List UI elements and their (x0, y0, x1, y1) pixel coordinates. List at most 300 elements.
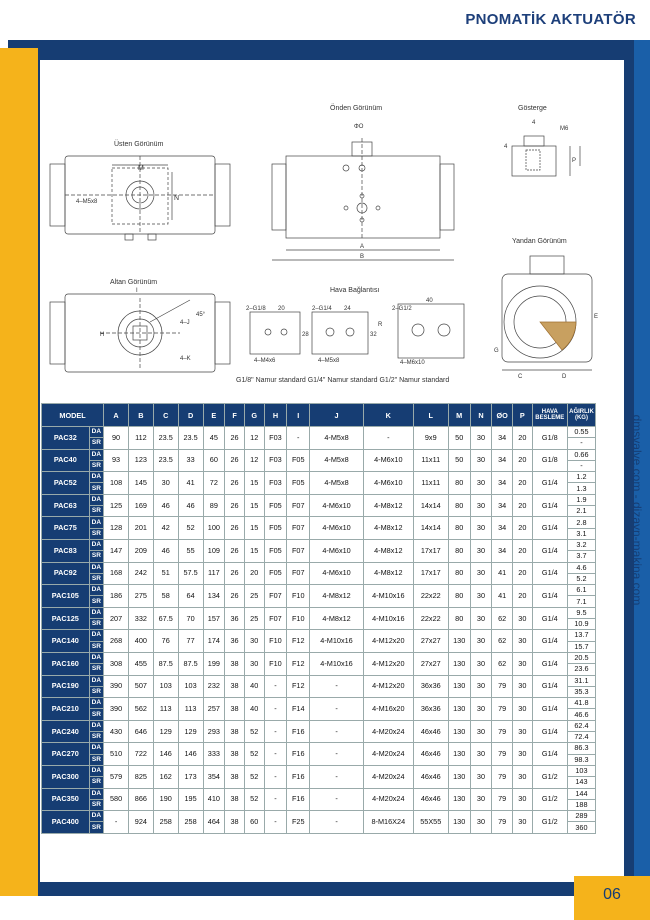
value-cell: 89 (203, 494, 225, 517)
value-cell: 62 (492, 607, 513, 630)
value-cell: 209 (128, 539, 153, 562)
value-cell: G1/8 (532, 427, 567, 450)
dim-i: I (136, 288, 138, 294)
value-cell: 38 (225, 765, 245, 788)
value-cell: 80 (448, 517, 470, 540)
value-cell: F12 (287, 630, 310, 653)
column-header: E (203, 404, 225, 427)
dim-4m5x8: 4–M5x8 (76, 199, 98, 205)
value-cell: 162 (153, 765, 178, 788)
value-cell: 87.5 (153, 652, 178, 675)
value-cell: 46x46 (413, 720, 448, 743)
weight-sr-cell: 7.1 (567, 596, 595, 607)
type-sr-cell: SR (89, 822, 104, 833)
table-row (42, 539, 596, 550)
weight-sr-cell: 3.1 (567, 528, 595, 539)
value-cell: 67.5 (153, 607, 178, 630)
value-cell: 199 (203, 652, 225, 675)
dim-4b: 4 (504, 144, 508, 150)
value-cell: 113 (153, 698, 178, 721)
value-cell: 38 (225, 698, 245, 721)
value-cell: G1/4 (532, 585, 567, 608)
value-cell: 130 (448, 720, 470, 743)
value-cell: G1/4 (532, 743, 567, 766)
weight-da-cell: 62.4 (567, 720, 595, 731)
value-cell: 207 (104, 607, 129, 630)
value-cell: - (264, 720, 287, 743)
air-connection-drawing (250, 304, 464, 358)
value-cell: - (310, 698, 364, 721)
value-cell: 130 (448, 788, 470, 811)
value-cell: 30 (470, 652, 492, 675)
value-cell: - (264, 698, 287, 721)
value-cell: 38 (225, 788, 245, 811)
dim-e: E (594, 314, 599, 320)
value-cell: G1/4 (532, 675, 567, 698)
value-cell: G1/4 (532, 652, 567, 675)
value-cell: 4-M5x8 (310, 449, 364, 472)
value-cell: 4-M8x12 (310, 607, 364, 630)
weight-da-cell: 289 (567, 811, 595, 822)
side-view-drawing (502, 256, 592, 370)
value-cell: F03 (264, 449, 287, 472)
value-cell: 130 (448, 630, 470, 653)
value-cell: 38 (225, 811, 245, 834)
column-header: G (244, 404, 264, 427)
value-cell: - (363, 427, 413, 450)
value-cell: 26 (225, 494, 245, 517)
type-da-cell: DA (89, 675, 104, 686)
weight-sr-cell: 3.7 (567, 551, 595, 562)
dim-4m4x6: 4–M4x6 (254, 358, 276, 364)
value-cell: 26 (225, 539, 245, 562)
dim-2g12: 2–G1/2 (392, 306, 412, 312)
value-cell: - (264, 675, 287, 698)
type-da-cell: DA (89, 630, 104, 641)
value-cell: 146 (153, 743, 178, 766)
value-cell: 130 (448, 743, 470, 766)
value-cell: F07 (287, 517, 310, 540)
weight-sr-cell: - (567, 438, 595, 449)
weight-da-cell: 41.8 (567, 698, 595, 709)
value-cell: 30 (513, 788, 533, 811)
value-cell: 129 (178, 720, 203, 743)
value-cell: 130 (448, 698, 470, 721)
model-cell: PAC190 (42, 675, 90, 698)
value-cell: F05 (287, 449, 310, 472)
value-cell: 90 (104, 427, 129, 450)
value-cell: 58 (153, 585, 178, 608)
side-url-text: dmsvalve.com - dizayn-makina.com (630, 414, 644, 606)
value-cell: 4-M8x12 (363, 539, 413, 562)
value-cell: 80 (448, 539, 470, 562)
model-cell: PAC83 (42, 539, 90, 562)
value-cell: 4-M8x12 (363, 494, 413, 517)
value-cell: 30 (513, 765, 533, 788)
dim-4: 4 (532, 120, 536, 126)
value-cell: 52 (244, 765, 264, 788)
value-cell: G1/4 (532, 562, 567, 585)
value-cell: 4-M10x16 (310, 652, 364, 675)
dim-40: 40 (426, 298, 433, 304)
dim-m6: M6 (560, 126, 569, 132)
value-cell: 42 (153, 517, 178, 540)
value-cell: 30 (470, 449, 492, 472)
value-cell: 4-M6x10 (310, 517, 364, 540)
weight-da-cell: 13.7 (567, 630, 595, 641)
value-cell: 354 (203, 765, 225, 788)
value-cell: 80 (448, 585, 470, 608)
value-cell: 258 (153, 811, 178, 834)
value-cell: F05 (264, 517, 287, 540)
weight-sr-cell: 10.9 (567, 619, 595, 630)
value-cell: 130 (448, 675, 470, 698)
value-cell: 201 (128, 517, 153, 540)
model-cell: PAC400 (42, 811, 90, 834)
type-da-cell: DA (89, 517, 104, 528)
value-cell: 46x46 (413, 788, 448, 811)
label-front-view: Önden Görünüm (330, 105, 383, 112)
model-cell: PAC75 (42, 517, 90, 540)
value-cell: F10 (264, 652, 287, 675)
value-cell: F12 (287, 675, 310, 698)
value-cell: 38 (225, 675, 245, 698)
type-sr-cell: SR (89, 460, 104, 471)
value-cell: 579 (104, 765, 129, 788)
type-sr-cell: SR (89, 619, 104, 630)
value-cell: 40 (244, 675, 264, 698)
value-cell: 60 (203, 449, 225, 472)
value-cell: 79 (492, 788, 513, 811)
value-cell: 57.5 (178, 562, 203, 585)
value-cell: 145 (128, 472, 153, 495)
weight-sr-cell: 360 (567, 822, 595, 833)
model-cell: PAC63 (42, 494, 90, 517)
value-cell: 410 (203, 788, 225, 811)
page-number: 06 (603, 886, 621, 903)
weight-sr-cell: 98.3 (567, 754, 595, 765)
value-cell: 4-M6x10 (363, 472, 413, 495)
value-cell: 30 (470, 472, 492, 495)
type-sr-cell: SR (89, 483, 104, 494)
dim-2g14: 2–G1/4 (312, 306, 332, 312)
weight-sr-cell: 5.2 (567, 573, 595, 584)
type-sr-cell: SR (89, 732, 104, 743)
value-cell: 4-M8x12 (363, 562, 413, 585)
value-cell: 80 (448, 472, 470, 495)
weight-sr-cell: 1.3 (567, 483, 595, 494)
model-cell: PAC350 (42, 788, 90, 811)
label-bottom-view: Altan Görünüm (110, 279, 158, 286)
value-cell: 11x11 (413, 472, 448, 495)
value-cell: - (264, 765, 287, 788)
column-header: C (153, 404, 178, 427)
value-cell: 41 (492, 562, 513, 585)
value-cell: 52 (244, 743, 264, 766)
value-cell: 36 (225, 607, 245, 630)
type-da-cell: DA (89, 562, 104, 573)
dim-c: C (518, 374, 523, 380)
value-cell: 72 (203, 472, 225, 495)
value-cell: 41 (178, 472, 203, 495)
value-cell: 195 (178, 788, 203, 811)
value-cell: 333 (203, 743, 225, 766)
value-cell: 30 (153, 472, 178, 495)
table-row (42, 698, 596, 709)
weight-da-cell: 0.55 (567, 427, 595, 438)
column-header: I (287, 404, 310, 427)
value-cell: 76 (153, 630, 178, 653)
column-header: L (413, 404, 448, 427)
weight-sr-cell: 72.4 (567, 732, 595, 743)
value-cell: 26 (225, 562, 245, 585)
value-cell: 80 (448, 562, 470, 585)
type-sr-cell: SR (89, 799, 104, 810)
value-cell: 30 (470, 743, 492, 766)
value-cell: 45 (203, 427, 225, 450)
table-row (42, 585, 596, 596)
value-cell: 34 (492, 517, 513, 540)
value-cell: 26 (225, 449, 245, 472)
value-cell: 4-M20x24 (363, 788, 413, 811)
model-cell: PAC300 (42, 765, 90, 788)
value-cell: 79 (492, 765, 513, 788)
value-cell: G1/4 (532, 539, 567, 562)
value-cell: 109 (203, 539, 225, 562)
label-indicator: Gösterge (518, 105, 547, 112)
value-cell: 52 (244, 720, 264, 743)
value-cell: 400 (128, 630, 153, 653)
model-cell: PAC32 (42, 427, 90, 450)
value-cell: 186 (104, 585, 129, 608)
value-cell: - (287, 427, 310, 450)
weight-da-cell: 1.2 (567, 472, 595, 483)
value-cell: 34 (492, 494, 513, 517)
weight-sr-cell: 46.6 (567, 709, 595, 720)
value-cell: G1/4 (532, 494, 567, 517)
value-cell: 22x22 (413, 607, 448, 630)
value-cell: 17x17 (413, 539, 448, 562)
type-da-cell: DA (89, 449, 104, 460)
value-cell: 23.5 (178, 427, 203, 450)
value-cell: 4-M20x24 (363, 743, 413, 766)
weight-da-cell: 2.8 (567, 517, 595, 528)
value-cell: F25 (287, 811, 310, 834)
value-cell: F16 (287, 765, 310, 788)
value-cell: 4-M5x8 (310, 472, 364, 495)
value-cell: F10 (287, 585, 310, 608)
dim-2g18: 2–G1/8 (246, 306, 266, 312)
value-cell: 232 (203, 675, 225, 698)
value-cell: 30 (470, 562, 492, 585)
type-da-cell: DA (89, 788, 104, 799)
value-cell: 46 (178, 494, 203, 517)
value-cell: 4-M6x10 (310, 562, 364, 585)
value-cell: 4-M12x20 (363, 630, 413, 653)
page-title: PNOMATİK AKTUATÖR (465, 11, 636, 28)
value-cell: - (264, 811, 287, 834)
table-row (42, 743, 596, 754)
type-da-cell: DA (89, 494, 104, 505)
value-cell: 12 (244, 449, 264, 472)
value-cell: 866 (128, 788, 153, 811)
weight-da-cell: 1.9 (567, 494, 595, 505)
type-da-cell: DA (89, 698, 104, 709)
column-header: M (448, 404, 470, 427)
dim-4k: 4–K (180, 356, 191, 362)
column-header: H (264, 404, 287, 427)
value-cell: 390 (104, 698, 129, 721)
value-cell: F10 (287, 607, 310, 630)
value-cell: 30 (470, 539, 492, 562)
value-cell: F16 (287, 743, 310, 766)
type-da-cell: DA (89, 607, 104, 618)
value-cell: 562 (128, 698, 153, 721)
column-header: B (128, 404, 153, 427)
column-header: J (310, 404, 364, 427)
value-cell: 80 (448, 607, 470, 630)
table-row (42, 607, 596, 618)
value-cell: 30 (470, 720, 492, 743)
value-cell: 93 (104, 449, 129, 472)
dim-m: M (138, 165, 144, 172)
model-cell: PAC40 (42, 449, 90, 472)
value-cell: 173 (178, 765, 203, 788)
dim-a: A (360, 244, 365, 250)
column-header: K (363, 404, 413, 427)
value-cell: 38 (225, 743, 245, 766)
value-cell: F05 (264, 539, 287, 562)
dim-4m6x10: 4–M6x10 (400, 360, 425, 366)
value-cell: 332 (128, 607, 153, 630)
value-cell: - (264, 743, 287, 766)
value-cell: 25 (244, 585, 264, 608)
dim-28: 28 (302, 332, 309, 338)
value-cell: 4-M16x20 (363, 698, 413, 721)
dim-h: H (100, 332, 105, 338)
technical-drawings (40, 60, 624, 400)
value-cell: 38 (225, 652, 245, 675)
value-cell: 113 (178, 698, 203, 721)
value-cell: 30 (513, 743, 533, 766)
label-air-connection: Hava Bağlantısı (330, 287, 380, 294)
value-cell: G1/2 (532, 788, 567, 811)
value-cell: 77 (178, 630, 203, 653)
value-cell: 464 (203, 811, 225, 834)
type-da-cell: DA (89, 743, 104, 754)
type-da-cell: DA (89, 811, 104, 822)
column-header: MODEL (42, 404, 104, 427)
value-cell: 112 (128, 427, 153, 450)
value-cell: 30 (470, 427, 492, 450)
value-cell: 15 (244, 494, 264, 517)
model-cell: PAC105 (42, 585, 90, 608)
value-cell: 580 (104, 788, 129, 811)
value-cell: 9x9 (413, 427, 448, 450)
specs-table (41, 403, 596, 834)
value-cell: F10 (264, 630, 287, 653)
value-cell: 51 (153, 562, 178, 585)
value-cell: 8-M16X24 (363, 811, 413, 834)
value-cell: - (104, 811, 129, 834)
label-side-view: Yandan Görünüm (512, 238, 567, 245)
value-cell: 258 (178, 811, 203, 834)
model-cell: PAC210 (42, 698, 90, 721)
value-cell: 20 (513, 449, 533, 472)
value-cell: 20 (513, 539, 533, 562)
value-cell: 4-M20x24 (363, 720, 413, 743)
value-cell: 30 (513, 652, 533, 675)
value-cell: 34 (492, 539, 513, 562)
value-cell: - (310, 743, 364, 766)
value-cell: - (310, 675, 364, 698)
value-cell: 52 (178, 517, 203, 540)
value-cell: F12 (287, 652, 310, 675)
table-row (42, 720, 596, 731)
value-cell: 27x27 (413, 630, 448, 653)
value-cell: 64 (178, 585, 203, 608)
value-cell: 242 (128, 562, 153, 585)
model-cell: PAC240 (42, 720, 90, 743)
value-cell: 20 (513, 517, 533, 540)
dim-phio: ΦO (354, 124, 364, 130)
value-cell: 79 (492, 698, 513, 721)
type-da-cell: DA (89, 427, 104, 438)
weight-da-cell: 9.5 (567, 607, 595, 618)
value-cell: 20 (513, 562, 533, 585)
value-cell: 20 (513, 427, 533, 450)
value-cell: G1/4 (532, 630, 567, 653)
value-cell: 80 (448, 494, 470, 517)
value-cell: 79 (492, 675, 513, 698)
value-cell: 34 (492, 427, 513, 450)
value-cell: 46 (153, 494, 178, 517)
value-cell: 174 (203, 630, 225, 653)
type-sr-cell: SR (89, 573, 104, 584)
value-cell: 36 (225, 630, 245, 653)
weight-sr-cell: - (567, 460, 595, 471)
value-cell: 168 (104, 562, 129, 585)
value-cell: 52 (244, 788, 264, 811)
value-cell: 4-M6x10 (310, 539, 364, 562)
value-cell: 79 (492, 743, 513, 766)
value-cell: 55X55 (413, 811, 448, 834)
dim-4m5x8b: 4–M5x8 (318, 358, 340, 364)
value-cell: 130 (448, 652, 470, 675)
type-da-cell: DA (89, 539, 104, 550)
value-cell: 157 (203, 607, 225, 630)
value-cell: 15 (244, 472, 264, 495)
model-cell: PAC160 (42, 652, 90, 675)
value-cell: 430 (104, 720, 129, 743)
model-cell: PAC52 (42, 472, 90, 495)
value-cell: 12 (244, 427, 264, 450)
value-cell: 4-M10x16 (310, 630, 364, 653)
value-cell: G1/4 (532, 472, 567, 495)
weight-da-cell: 0.66 (567, 449, 595, 460)
value-cell: 30 (513, 675, 533, 698)
type-sr-cell: SR (89, 754, 104, 765)
dim-d: D (562, 374, 567, 380)
value-cell: 26 (225, 517, 245, 540)
bottom-view-drawing (50, 294, 230, 372)
value-cell: F07 (264, 607, 287, 630)
dim-g: G (494, 348, 499, 354)
value-cell: 46 (153, 539, 178, 562)
value-cell: 30 (470, 675, 492, 698)
type-sr-cell: SR (89, 777, 104, 788)
value-cell: 390 (104, 675, 129, 698)
